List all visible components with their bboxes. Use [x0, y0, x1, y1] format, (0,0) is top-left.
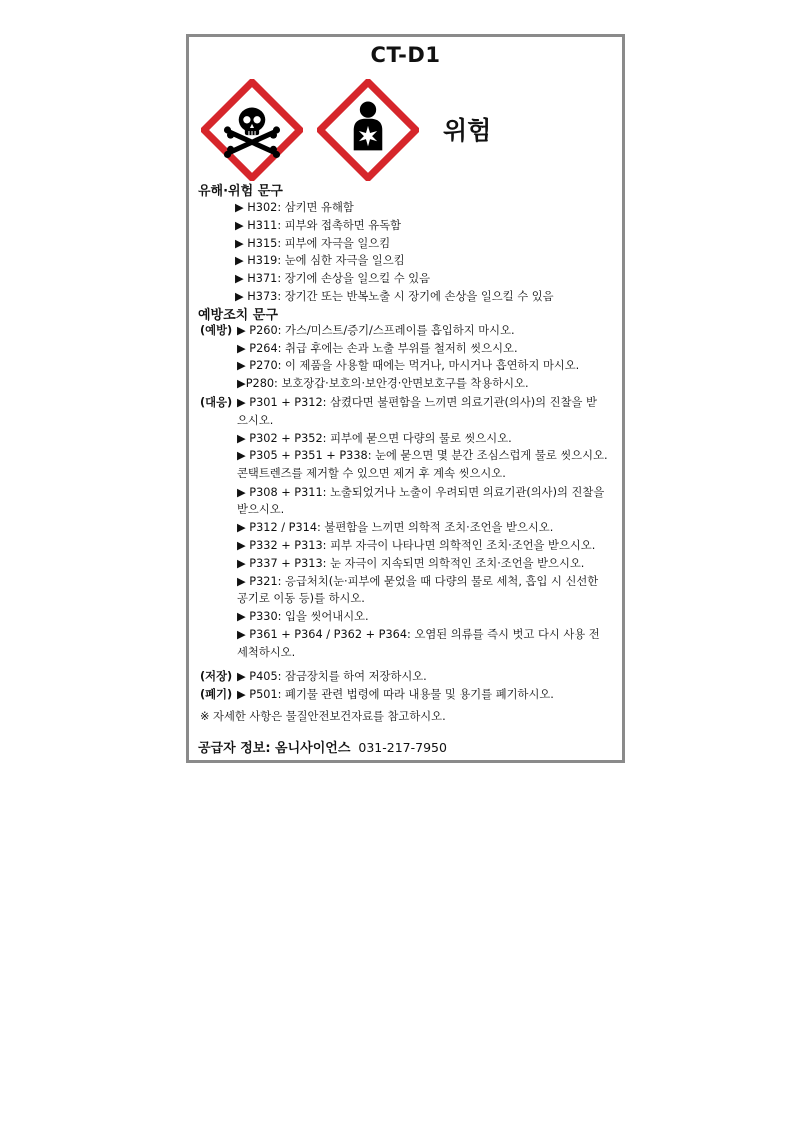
prevention-statement: ▶ P264: 취급 후에는 손과 노출 부위를 철저히 씻으시오.: [237, 342, 518, 355]
response-statement: ▶ P301 + P312: 삼켰다면 불편함을 느끼면 의료기관(의사)의 진찰을 받: [237, 396, 597, 409]
response-statement: ▶ P302 + P352: 피부에 묻으면 다량의 물로 씻으시오.: [237, 432, 512, 445]
signal-word: 위험: [443, 116, 492, 145]
hazard-statement: ▶ H371: 장기에 손상을 일으킬 수 있음: [235, 272, 431, 285]
response-statement: ▶ P330: 입을 씻어내시오.: [237, 610, 369, 623]
response-statement: ▶ P305 + P351 + P338: 눈에 묻으면 몇 분간 조심스럽게 물로 씻으시오.: [237, 449, 608, 462]
hazard-statement: ▶ H319: 눈에 심한 자극을 일으킴: [235, 254, 405, 267]
hazard-label: [186, 34, 625, 763]
hazard-statement: ▶ H302: 삼키면 유해함: [235, 201, 354, 214]
hazard-statement: ▶ H373: 장기간 또는 반복노출 시 장기에 손상을 일으킬 수 있음: [235, 290, 554, 303]
supplier-info: [198, 737, 447, 756]
response-statement: ▶ P361 + P364 / P362 + P364: 오염된 의류를 즉시 벗고 다시 사용 전: [237, 628, 600, 641]
disposal-tag: (폐기): [200, 688, 233, 701]
response-tag: (대응): [200, 396, 233, 409]
prevention-tag: (예방): [200, 324, 233, 337]
prevention-statement: ▶ P270: 이 제품을 사용할 때에는 먹거나, 마시거나 흡연하지 마시오.: [237, 359, 580, 372]
storage-tag: (저장): [200, 670, 233, 683]
prevention-statement: ▶ P260: 가스/미스트/증기/스프레이를 흡입하지 마시오.: [237, 324, 515, 337]
supplier-label: 공급자 정보: 옴니사이언스: [198, 741, 351, 756]
disposal-statement: ▶ P501: 폐기물 관련 법령에 따라 내용물 및 용기를 폐기하시오.: [237, 688, 554, 701]
msds-note: ※ 자세한 사항은 물질안전보건자료를 참고하시오.: [200, 710, 446, 723]
storage-statement: ▶ P405: 잠금장치를 하여 저장하시오.: [237, 670, 427, 683]
response-statement: 세척하시오.: [237, 646, 296, 659]
supplier-phone: 031-217-7950: [358, 740, 447, 755]
response-statement: ▶ P321: 응급처치(눈·피부에 묻었을 때 다량의 물로 세척, 흡입 시 신선한: [237, 575, 599, 588]
hazard-heading: 유해·위험 문구: [198, 184, 283, 199]
response-statement: 공기로 이동 등)를 하시오.: [237, 592, 365, 605]
precaution-heading: 예방조치 문구: [198, 308, 278, 323]
product-code: CT-D1: [370, 43, 441, 67]
skull-crossbones-icon: [201, 79, 303, 181]
response-statement: ▶ P332 + P313: 피부 자극이 나타나면 의학적인 조치·조언을 받으시오.: [237, 539, 596, 552]
response-statement: 받으시오.: [237, 503, 285, 516]
response-statement: 으시오.: [237, 414, 274, 427]
response-statement: ▶ P312 / P314: 불편함을 느끼면 의학적 조치·조언을 받으시오.: [237, 521, 554, 534]
hazard-statement: ▶ H315: 피부에 자극을 일으킴: [235, 237, 391, 250]
prevention-statement: ▶P280: 보호장갑·보호의·보안경·안면보호구를 착용하시오.: [237, 377, 529, 390]
response-statement: ▶ P308 + P311: 노출되었거나 노출이 우려되면 의료기관(의사)의 진찰을: [237, 486, 605, 499]
hazard-statement: ▶ H311: 피부와 접촉하면 유독함: [235, 219, 402, 232]
response-statement: ▶ P337 + P313: 눈 자극이 지속되면 의학적인 조치·조언을 받으시오.: [237, 557, 585, 570]
response-statement: 콘택트렌즈를 제거할 수 있으면 제거 후 계속 씻으시오.: [237, 467, 506, 480]
health-hazard-icon: [317, 79, 419, 181]
